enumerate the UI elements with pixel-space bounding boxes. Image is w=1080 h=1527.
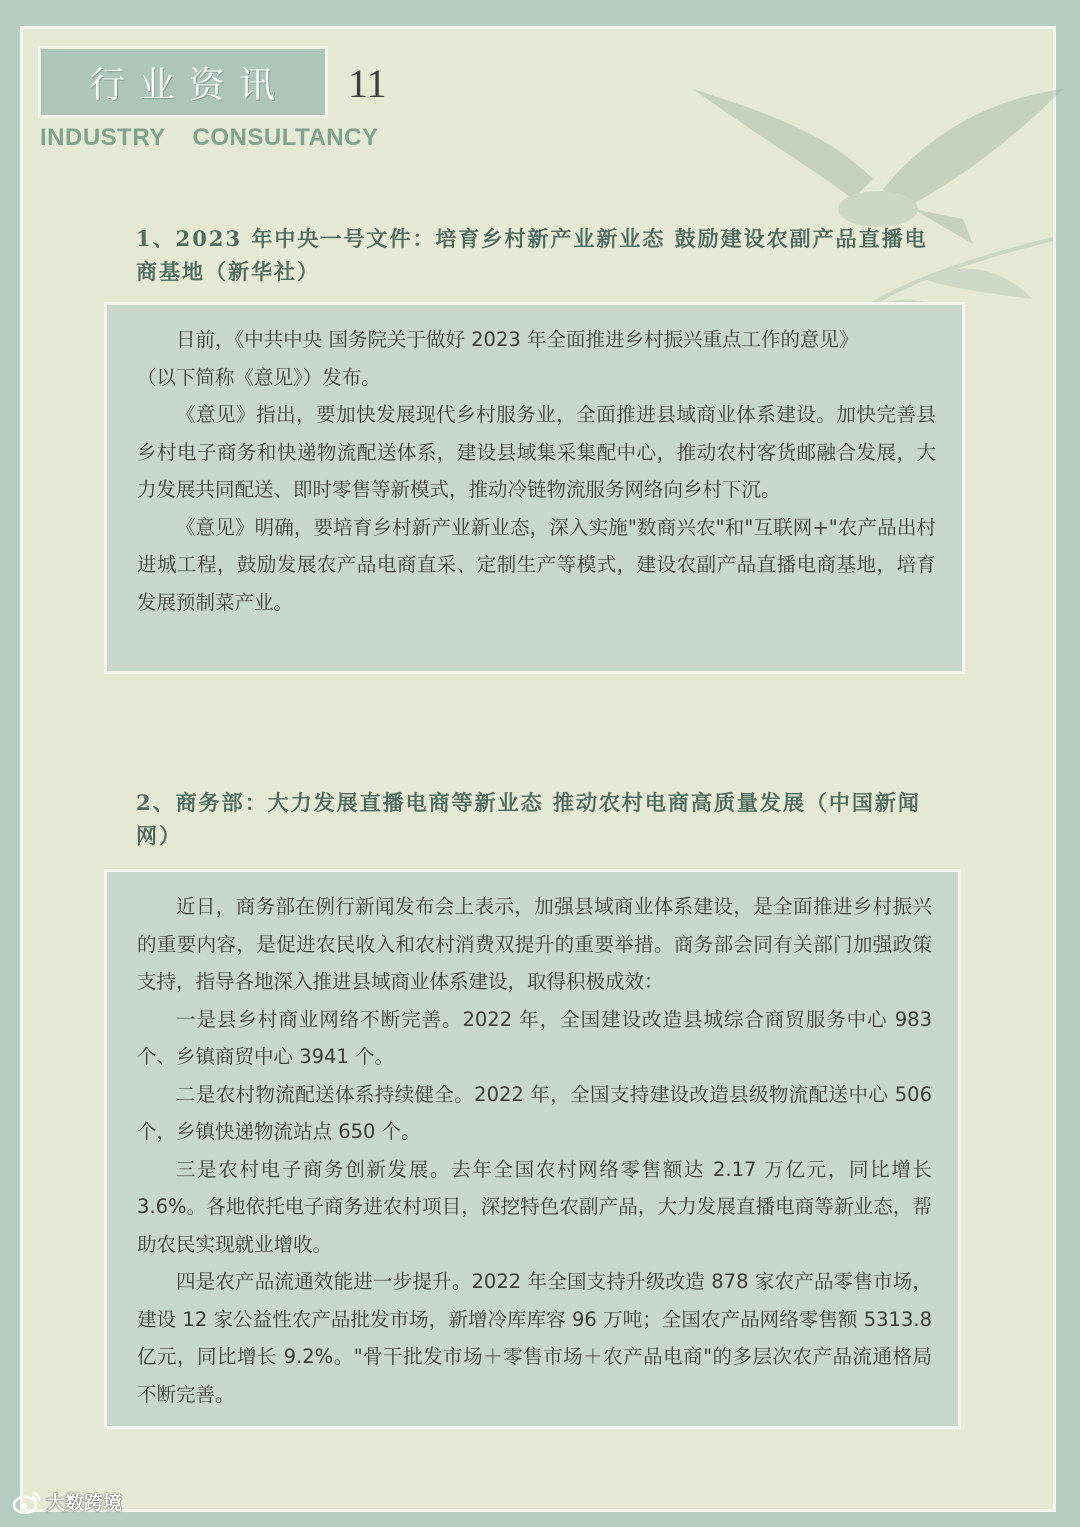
section-1-paragraph: 日前，《中共中央 国务院关于做好 2023 年全面推进乡村振兴重点工作的意见》 [176,328,859,351]
header-title: 行业资讯 [88,64,289,106]
section-2-paragraph: 四是农产品流通效能进一步提升。2022 年全国支持升级改造 878 家农产品零售市场，建设 12 家公益性农产品批发市场，新增冷库库容 96 万吨；全国农产品网络零售额 5313.8 亿元，同比增长 9.2%。"骨干批发市场＋零售市场＋农产品电商"的多层次农产品流通格局不断完善。 [137,1270,932,1406]
section-1-paragraph: 《意见》明确，要培育乡村新产业新业态，深入实施"数商兴农"和"互联网+"农产品出村进城工程，鼓励发展农产品电商直采、定制生产等模式，建设农副产品直播电商基地，培育发展预制菜产业。 [137,515,936,614]
section-heading-1: 1、2023 年中央一号文件：培育乡村新产业新业态 鼓励建设农副产品直播电商基地（新华社） [136,226,928,284]
section-2-paragraph: 一是县乡村商业网络不断完善。2022 年，全国建设改造县城综合商贸服务中心 983 个、乡镇商贸中心 3941 个。 [137,1007,932,1068]
watermark-text: 大数跨境 [46,1492,123,1514]
issue-number: 11 [348,61,387,106]
header-subtitle: INDUSTRY CONSULTANCY [40,124,379,151]
section-2-paragraph: 二是农村物流配送体系持续健全。2022 年，全国支持建设改造县级物流配送中心 506 个，乡镇快递物流站点 650 个。 [137,1082,932,1143]
section-2-paragraph: 三是农村电子商务创新发展。去年全国农村网络零售额达 2.17 万亿元，同比增长 3.6%。各地依托电子商务进农村项目，深挖特色农副产品，大力发展直播电商等新业态，帮助农民实现就业增收。 [137,1157,932,1256]
section-1-paragraph: （以下简称《意见》）发布。 [137,365,381,389]
section-content-box-2 [104,869,961,1429]
header-title-box [38,46,328,118]
weibo-logo-icon [12,1489,42,1515]
watermark [12,1488,122,1515]
section-content-box-1 [104,302,965,674]
section-1-paragraph: 《意见》指出，要加快发展现代乡村服务业，全面推进县域商业体系建设。加快完善县乡村电子商务和快递物流配送体系，建设县域集采集配中心，推动农村客货邮融合发展，大力发展共同配送、即时零售等新模式，推动冷链物流服务网络向乡村下沉。 [137,403,936,501]
section-heading-2: 2、商务部：大力发展直播电商等新业态 推动农村电商高质量发展（中国新闻网） [136,790,921,848]
section-2-paragraph: 近日，商务部在例行新闻发布会上表示，加强县域商业体系建设，是全面推进乡村振兴的重要内容，是促进农民收入和农村消费双提升的重要举措。商务部会同有关部门加强政策支持，指导各地深入推进县域商业体系建设，取得积极成效： [137,895,932,993]
